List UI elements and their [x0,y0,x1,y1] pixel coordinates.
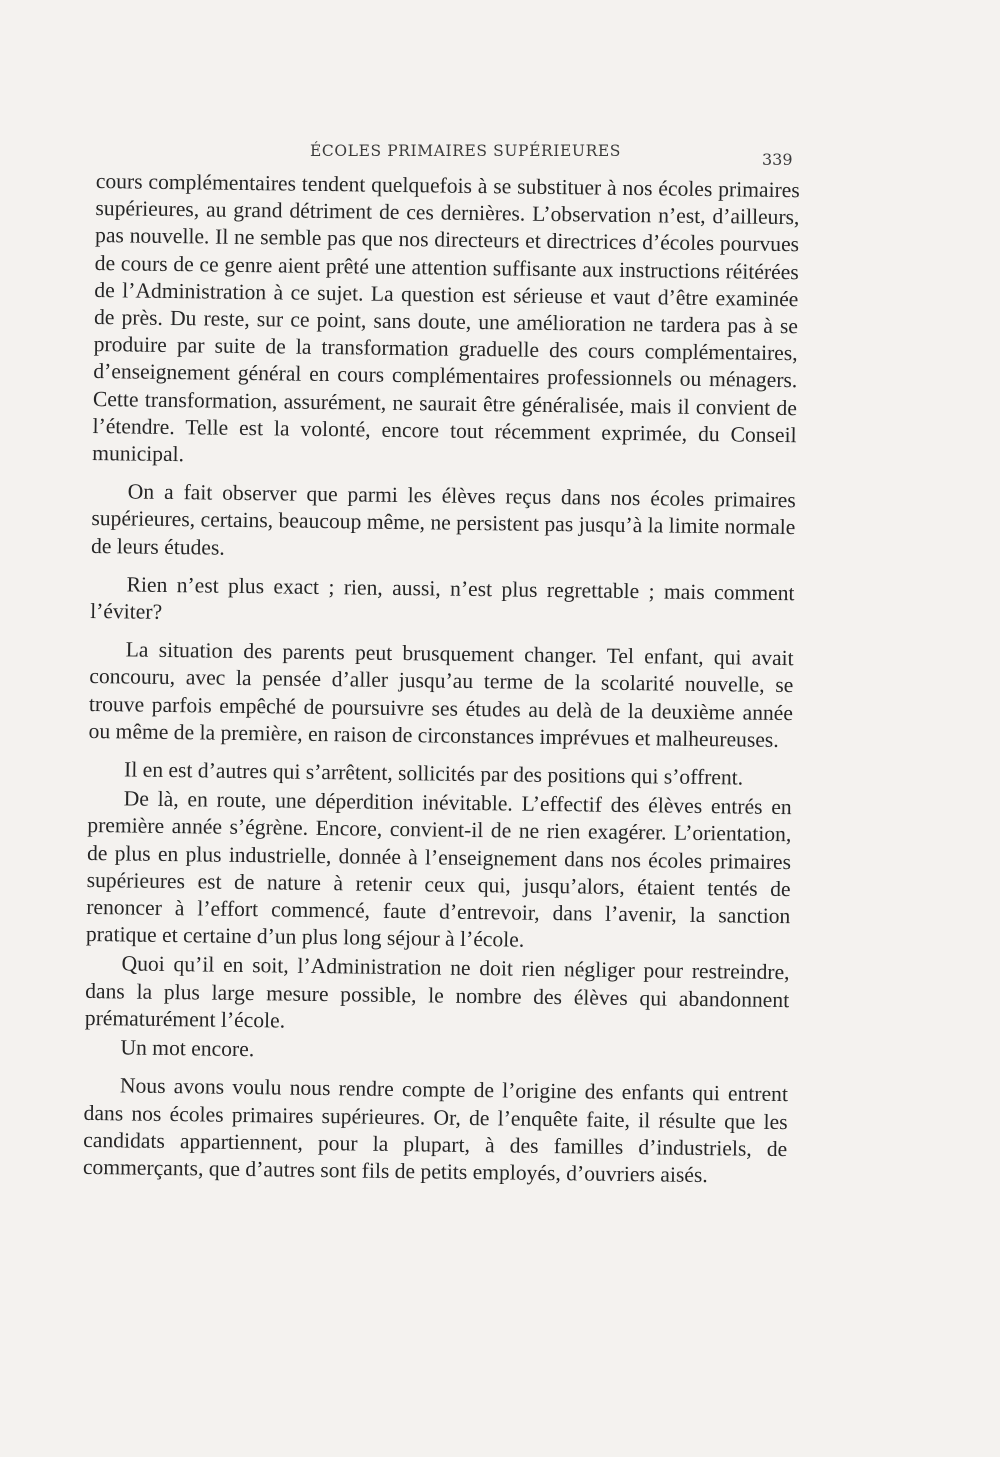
paragraph-8: Un mot encore. [120,1035,255,1062]
paragraph-7: Quoi qu’il en soit, l’Administration ne doit rien négliger pour restreindre, dans la plus large mesure possible, le nombre des élèves qui abandonnent prématurément l’école. [84,951,790,1033]
paragraph-6: De là, en route, une déperdition inévitable. L’effectif des élèves entrés en première année s’égrène. Encore, convient-il de ne rien exagérer. L’orientation, de plus en plus industrielle, donnée à l’enseignement dans nos écoles primaires supérieures est de nature à retenir ceux qui, jusqu’alors, étaient tentés de renoncer à l’effort commencé, faute d’entrevoir, dans l’avenir, la sanction pratique et certaine d’un plus long séjour à l’école. [85,786,792,952]
running-title: ÉCOLES PRIMAIRES SUPÉRIEURES [310,142,621,160]
paragraph-1: cours complémentaires tendent quelquefois à se substituer à nos écoles primaires supérieures, au grand détriment de ces dernières. L’observation n’est, d’ailleurs, pas nouvelle. Il ne semble pas que nos directeurs et directrices d’écoles pourvues de cours de ce genre aient prêté une attention suffisante aux instructions réitérées de l’Administration à ce sujet. La question est sérieuse et vaut d’être examinée de près. Du reste, sur ce point, sans doute, une amélioration ne tardera pas à se produire par suite de la transformation graduelle des cours complémentaires, d’enseignement général en cours complémentaires professionnels ou ménagers. Cette transformation, assurément, ne saurait être généralisée, mais il convient de l’étendre. Telle est la volonté, encore tout récemment exprimée, du Conseil municipal. [92,168,800,467]
running-head [0,138,1000,168]
paragraph-5: Il en est d’autres qui s’arrêtent, sollicités par des positions qui s’offrent. [123,757,744,790]
paragraph-3: Rien n’est plus exact ; rien, aussi, n’est plus regrettable ; mais comment l’éviter? [90,572,795,624]
paragraph-4: La situation des parents peut brusquement changer. Tel enfant, qui avait concouru, avec la pensée d’aller jusqu’au terme de la scolarité nouvelle, se trouve parfois empêché de poursuivre ses études au delà de la deuxième année ou même de la première, en raison de circonstances imprévues et malheureuses. [88,637,794,752]
paragraph-2: On a fait observer que parmi les élèves reçus dans nos écoles primaires supérieures, certains, beaucoup même, ne persistent pas jusqu’à la limite normale de leurs études. [90,479,796,560]
paragraph-9: Nous avons voulu nous rendre compte de l’origine des enfants qui entrent dans nos écoles primaires supérieures. Or, de l’enquête faite, il résulte que les candidats appartiennent, pour la plupart, à des familles d’industriels, de commerçants, que d’autres sont fils de petits employés, d’ouvriers aisés. [82,1073,789,1187]
body-text [83,168,800,1190]
page-number: 339 [762,150,793,169]
